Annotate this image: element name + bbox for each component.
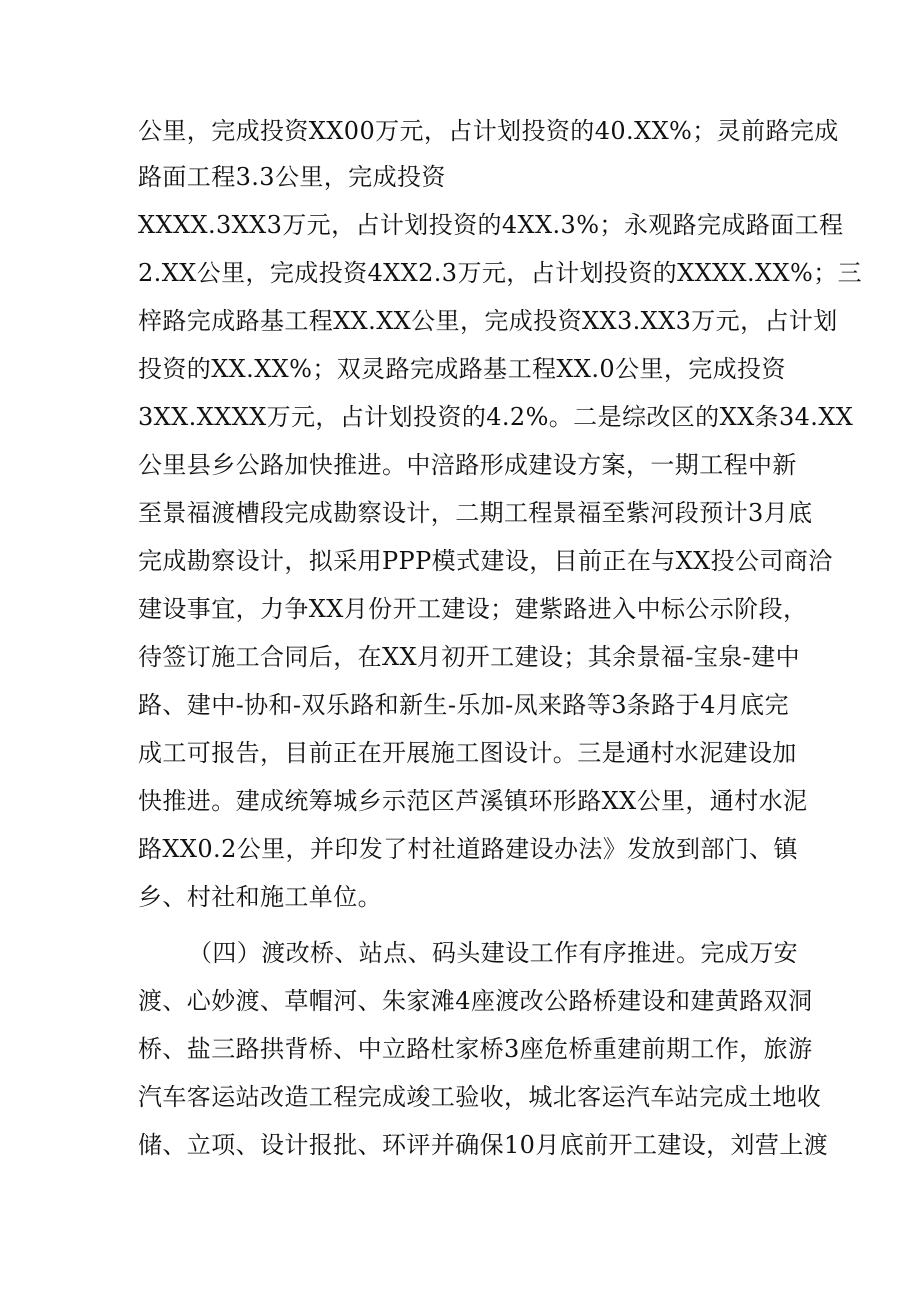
text-line: 汽车客运站改造工程完成竣工验收，城北客运汽车站完成土地收	[138, 1083, 822, 1111]
text-line: 待签订施工合同后，在XX月初开工建设；其余景福-宝泉-建中	[138, 643, 800, 671]
text-line: 乡、村社和施工单位。	[138, 883, 382, 911]
text-line: 公里县乡公路加快推进。中涪路形成建设方案，一期工程中新	[138, 451, 797, 479]
text-line: 投资的XX.XX%；双灵路完成路基工程XX.0公里，完成投资	[138, 355, 786, 383]
text-line: 成工可报告，目前正在开展施工图设计。三是通村水泥建设加	[138, 739, 797, 767]
text-line: 路、建中-协和-双乐路和新生-乐加-凤来路等3条路于4月底完	[138, 691, 789, 719]
text-line: 路XX0.2公里，并印发了村社道路建设办法》发放到部门、镇	[138, 835, 798, 863]
text-line: 储、立项、设计报批、环评并确保10月底前开工建设，刘营上渡	[138, 1131, 829, 1159]
text-line: 建设事宜，力争XX月份开工建设；建紫路进入中标公示阶段，	[138, 595, 808, 623]
text-line: 2.XX公里，完成投资4XX2.3万元，占计划投资的XXXX.XX%；三	[138, 259, 863, 287]
text-line: （四）渡改桥、站点、码头建设工作有序推进。完成万安	[188, 939, 798, 967]
text-line: 公里，完成投资XX00万元，占计划投资的40.XX%；灵前路完成	[138, 117, 839, 145]
text-line: 路面工程3.3公里，完成投资	[138, 163, 446, 191]
text-line: 梓路完成路基工程XX.XX公里，完成投资XX3.XX3万元，占计划	[138, 307, 838, 335]
text-line: 至景福渡槽段完成勘察设计，二期工程景福至紫河段预计3月底	[138, 499, 813, 527]
text-line: 桥、盐三路拱背桥、中立路杜家桥3座危桥重建前期工作，旅游	[138, 1035, 813, 1063]
text-line: 渡、心妙渡、草帽河、朱家滩4座渡改公路桥建设和建黄路双洞	[138, 987, 813, 1015]
text-line: XXXX.3XX3万元，占计划投资的4XX.3%；永观路完成路面工程	[138, 211, 844, 239]
text-line: 3XX.XXXX万元，占计划投资的4.2%。二是综改区的XX条34.XX	[138, 403, 854, 431]
text-line: 快推进。建成统筹城乡示范区芦溪镇环形路XX公里，通村水泥	[138, 787, 808, 815]
text-line: 完成勘察设计，拟采用PPP模式建设，目前正在与XX投公司商洽	[138, 547, 833, 575]
